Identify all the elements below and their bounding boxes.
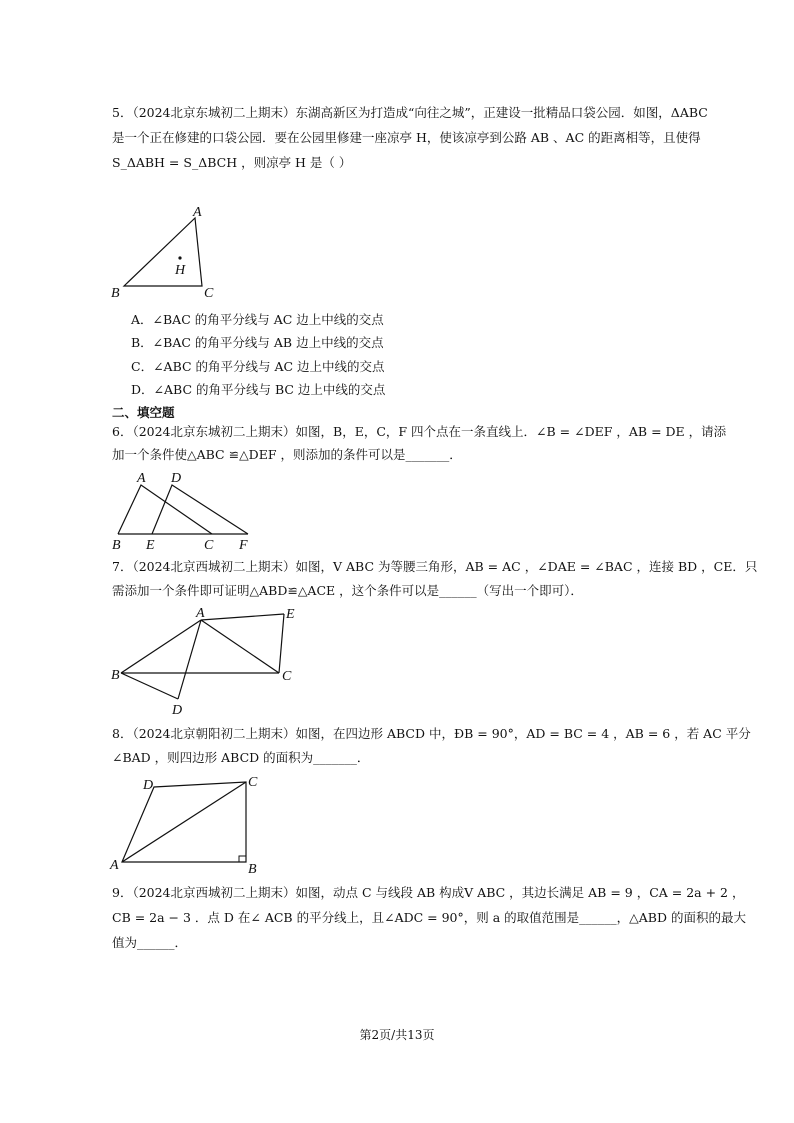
page-footer: 第2页/共13页 [359,1028,435,1042]
q5-option-a: A．∠BAC 的角平分线与 AC 边上中线的交点 [131,312,384,327]
label-c: C [204,286,214,301]
q8-line-1: 8．（2024北京朝阳初二上期末）如图，在四边形 ABCD 中，ÐB = 90°，AD = BC = 4 ，AB = 6 ，若 AC 平分 [112,726,751,741]
label-a: A [137,471,146,486]
label-b: B [111,668,120,683]
label-c: C [204,538,214,553]
q9-line-2: CB = 2a − 3 ．点 D 在∠ ACB 的平分线上，且∠ADC = 90°，则 a 的取值范围是______，△ABD 的面积的最大 [112,910,746,925]
point-h [178,256,181,259]
triangle-def [152,485,248,534]
label-h: H [175,263,186,278]
segment-ba [121,620,201,673]
label-a: A [193,205,202,220]
q7-line-1: 7．（2024北京西城初二上期末）如图，V ABC 为等腰三角形，AB = AC ，∠DAE = ∠BAC ，连接 BD ，CE．只 [112,559,758,574]
label-a: A [110,858,119,873]
q5-option-b: B．∠BAC 的角平分线与 AB 边上中线的交点 [131,335,384,350]
q8-figure [108,772,268,878]
label-d: D [172,703,183,718]
label-e: E [286,607,295,622]
segment-ae [201,614,284,620]
q7-line-2: 需添加一个条件即可证明△ABD≌△ACE ，这个条件可以是______（写出一个即可）． [112,583,583,598]
right-angle-mark [239,856,246,862]
label-e: E [146,538,155,553]
label-c: C [248,775,258,790]
triangle-abc [124,218,202,286]
q7-figure [108,602,304,718]
segment-bd [121,673,178,699]
q9-line-3: 值为______． [112,935,188,950]
q8-line-2: ∠BAD ，则四边形 ABCD 的面积为_______． [112,750,370,765]
segment-ad [178,620,201,699]
q5-line-3: S_ΔABH = S_ΔBCH ，则凉亭 H 是（ ） [112,155,352,170]
segment-ec [279,614,284,673]
q9-line-1: 9．（2024北京西城初二上期末）如图，动点 C 与线段 AB 构成V ABC ，其边长满足 AB = 9 ，CA = 2a + 2 ， [112,885,745,900]
label-c: C [282,669,292,684]
label-b: B [248,862,257,877]
q5-triangle-figure [108,198,223,302]
label-d: D [171,471,182,486]
label-f: F [239,538,248,553]
segment-ac [201,620,279,673]
q5-line-2: 是一个正在修建的口袋公园．要在公园里修建一座凉亭 H，使该凉亭到公路 AB 、AC 的距离相等，且使得 [112,130,701,145]
q6-figure [108,468,258,554]
diagonal-ac [122,782,246,862]
triangle-abc [118,485,212,534]
label-b: B [111,286,120,301]
label-d: D [143,778,154,793]
label-b: B [112,538,121,553]
section-title: 二、填空题 [112,405,175,420]
q5-option-c: C．∠ABC 的角平分线与 AC 边上中线的交点 [131,359,385,374]
q5-option-d: D．∠ABC 的角平分线与 BC 边上中线的交点 [131,382,386,397]
q6-line-1: 6．（2024北京东城初二上期末）如图，B，E，C，F 四个点在一条直线上．∠B = ∠DEF ，AB = DE ，请添 [112,424,727,439]
label-a: A [196,606,205,621]
q5-line-1: 5．（2024北京东城初二上期末）东湖高新区为打造成“向往之城”，正建设一批精品口袋公园．如图，ΔABC [112,105,708,120]
q6-line-2: 加一个条件使△ABC ≌△DEF ，则添加的条件可以是_______． [112,447,462,462]
